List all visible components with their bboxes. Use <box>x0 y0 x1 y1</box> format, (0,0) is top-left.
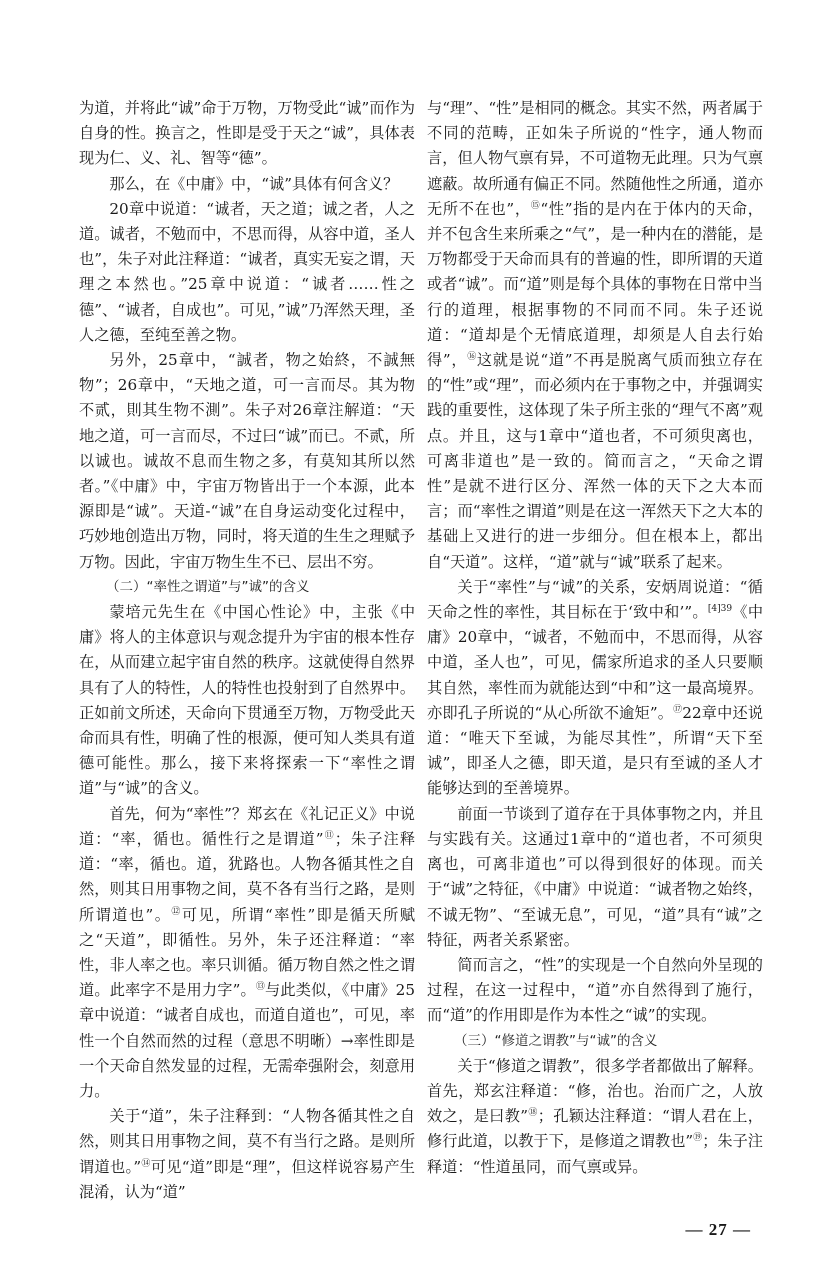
footnote-marker[interactable]: ⑲ <box>693 1133 703 1144</box>
text-span: 可见“道”即是“理”，但这样说容易产生混淆，认为“道” <box>79 1157 415 1201</box>
paragraph <box>79 802 415 1104</box>
paragraph: 另外，25章中，“誠者，物之始終，不誠無物”；26章中，“天地之道，可一言而尽。其为物不贰，則其生物不測”。朱子对26章注解道：“天地之道，可一言而尽，不过曰“诚”而已。不贰，所以诚也。诚故不息而生物之多，有莫知其所以然者。”《中庸》中，宇宙万物皆出于一个本源，此本源即是“诚”。天道-“诚”在自身运动变化过程中，巧妙地创造出万物，同时，将天道的生生之理赋予万物。因此，宇宙万物生生不已、层出不穷。 <box>79 351 415 571</box>
paragraph <box>427 96 763 575</box>
text-span: 首先，何为“率性”？郑玄在《礼记正义》中说道：“率，循也。循性行之是谓道” <box>79 804 415 848</box>
footnote-marker[interactable]: ⑬ <box>255 982 266 993</box>
text-span: 关于“修道之谓教”，很多学者都做出了解释。首先，郑玄注释道：“修，治也。治而广之，人放效之，是曰教” <box>427 1056 763 1126</box>
footnote-marker[interactable]: ⑱ <box>528 1108 538 1119</box>
page-footer <box>79 1219 763 1241</box>
footnote-marker[interactable]: ⑯ <box>467 351 477 362</box>
left-column <box>79 96 415 1205</box>
text-span: ；朱子注释道：“性道虽同，而气禀或异。 <box>427 1132 763 1176</box>
text-span: “性”指的是内在于体内的天命，并不包含生来所乘之“气”，是一种内在的潜能，是万物都受于天命而具有的普遍的性，即所谓的天道或者“诚”。而“道”则是每个具体的事物在日常中当行的道理，根据事物的不同而不同。朱子还说道：“道却是个无情底道理，却须是人自去行始得”， <box>427 199 763 370</box>
columns <box>79 96 763 1205</box>
paragraph: 为道，并将此“诚”命于万物，万物受此“诚”而作为自身的性。换言之，性即是受于天之“诚”，具体表现为仁、义、礼、智等“德”。 <box>79 99 415 168</box>
text-span: ；朱子注释道：“率，循也。道，犹路也。人物各循其性之自然，则其日用事物之间，莫不各有当行之路，是则所谓道也”。 <box>79 829 416 924</box>
paragraph: 20章中说道：“诚者，天之道；诚之者，人之道。诚者，不勉而中，不思而得，从容中道，圣人也”，朱子对此注释道：“诚者，真实无妄之谓，天理之本然也。”25章中说道：“诚者……性之德”、“诚者，自成也”。可见，”诚”乃浑然天理，圣人之德，至纯至善之物。 <box>79 199 415 344</box>
footnote-marker[interactable]: ⑫ <box>171 906 182 917</box>
paragraph: 蒙培元先生在《中国心性论》中，主张《中庸》将人的主体意识与观念提升为宇宙的根本性存在，从而建立起宇宙自然的秩序。这就使得自然界具有了人的特性，人的特性也投射到了自然界中。正如前文所述，天命向下贯通至万物，万物受此天命而具有性，明确了性的根源，便可知人类具有道德可能性。那么，接下来将探索一下“率性之谓道”与“诚”的含义。 <box>79 603 415 798</box>
text-span: 这就是说“道”不再是脱离气质而独立存在的“性”或“理”，而必须内在于事物之中，并强调实践的重要性，这体现了朱子所主张的“理气不离”观点。并且，这与1章中“道也者，不可须臾离也，可离非道也”是一致的。简而言之，“天命之谓性”是就不进行区分、浑然一体的天下之大本而言；而“率性之谓道”则是在这一浑然天下之大本的基础上又进行的进一步细分。但在根本上，都出自“天道”。这样，“道”就与“诚”联系了起来。 <box>427 351 763 571</box>
section-heading: （三）“修道之谓教”与“诚”的含义 <box>454 1032 658 1049</box>
text-span: ；孔颖达注释道：“谓人君在上，修行此道，以教于下，是修道之谓教也” <box>427 1107 763 1151</box>
footnote-marker[interactable]: ⑪ <box>323 830 335 841</box>
paragraph: 那么，在《中庸》中，“诚”具体有何含义？ <box>109 174 399 193</box>
text-span: 与“理”、“性”是相同的概念。其实不然，两者属于不同的范畴，正如朱子所说的“性字，通人物而言，但人物气禀有异，不可道物无此理。只为气禀遮蔽。故所通有偏正不同。然随他性之所通，道亦无所不在也”， <box>427 99 763 218</box>
text-span: 《中庸》20章中，“诚者，不勉而中，不思而得，从容中道，圣人也”，可见，儒家所追求的圣人只要顺其自然，率性而为就能达到“中和”这一最高境界。亦即孔子所说的“从心所欲不逾矩”。 <box>427 603 764 722</box>
paragraph: 简而言之，“性”的实现是一个自然向外呈现的过程，在这一过程中，“道”亦自然得到了施行，而“道”的作用即是作为本性之“诚”的实现。 <box>427 955 763 1025</box>
footnote-marker[interactable]: ⑭ <box>141 1158 151 1169</box>
text-span: 与此类似，《中庸》25章中说道：“诚者自成也，而道自道也”，可见，率性一个自然而然的过程（意思不明晰）→率性即是一个天命自然发显的过程，无需牵强附会，刻意用力。 <box>79 981 415 1100</box>
section-heading: （二）“率性之谓道”与”诚”的含义 <box>106 578 310 595</box>
text-span: 可见，所谓“率性”即是循天所赋之“天道”，即循性。另外，朱子还注释道：“率性，非人率之也。率只训循。循万物自然之性之谓道。此率字不是用力字”。 <box>79 905 416 1000</box>
paragraph <box>427 575 763 802</box>
text-span: 22章中还说道：“唯天下至诚，为能尽其性”，所谓“天下至诚”，即圣人之德，即天道，是只有至诚的圣人才能够达到的至善境界。 <box>427 703 764 798</box>
text-span: 关于“率性”与“诚”的关系，安炳周说道：“循天命之性的率性，其目标在于‘致中和’”。 <box>427 577 763 622</box>
paragraph: 前面一节谈到了道存在于具体事物之内，并且与实践有关。这通过1章中的“道也者，不可须臾离也，可离非道也”可以得到很好的体现。而关于“诚”之特征，《中庸》中说道：“诚者物之始终，不诚无物”、“至诚无息”，可见，“道”具有“诚”之特征，两者关系紧密。 <box>427 804 763 949</box>
footnote-marker[interactable]: ⑰ <box>673 704 683 715</box>
paragraph <box>427 1054 763 1180</box>
paragraph <box>79 1104 415 1205</box>
reference-marker[interactable]: [4]39 <box>707 604 733 614</box>
footnote-marker[interactable]: ⑮ <box>530 200 541 211</box>
right-column <box>427 96 763 1205</box>
text-span: 关于“道”，朱子注释到：“人物各循其性之自然，则其日用事物之间，莫不有当行之路。是则所谓道也。” <box>79 1107 415 1176</box>
page-number: — 27 — <box>685 1219 751 1239</box>
